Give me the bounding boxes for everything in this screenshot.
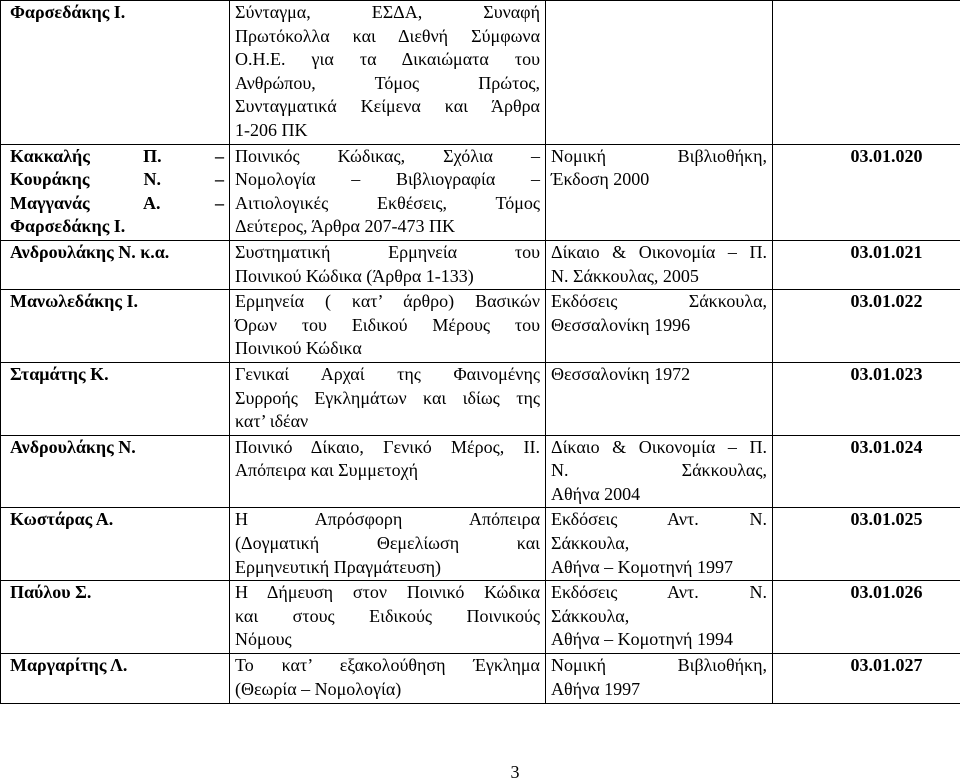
publisher-cell-line: Αθήνα – Κομοτηνή 1997: [551, 556, 767, 580]
title-cell-line: 1-206 ΠΚ: [235, 119, 540, 143]
title-cell-line: Ποινικό Δίκαιο, Γενικό Μέρος, ΙΙ.: [235, 436, 540, 460]
publisher-cell: [546, 240, 773, 289]
bibliography-table-body: [1, 1, 960, 704]
code-value: 03.01.022: [851, 290, 923, 314]
title-cell: [230, 240, 546, 289]
title-cell-line: Σύνταγμα, ΕΣΔΑ, Συναφή: [235, 1, 540, 25]
author-cell-line: Κωστάρας Α.: [10, 508, 224, 532]
author-cell-line: Κακκαλής Π. –: [10, 145, 224, 169]
author-cell-line: Φαρσεδάκης Ι.: [10, 215, 224, 239]
table-row: [1, 240, 960, 289]
publisher-cell-line: Θεσσαλονίκη 1972: [551, 363, 767, 387]
author-cell: [1, 581, 230, 654]
title-cell-line: Συρροής Εγκλημάτων και ιδίως της: [235, 387, 540, 411]
title-cell: [230, 1, 546, 145]
page-number: 3: [0, 762, 960, 783]
author-cell: [1, 1, 230, 145]
title-cell-line: Απόπειρα και Συμμετοχή: [235, 459, 540, 483]
title-cell-line: Γενικαί Αρχαί της Φαινομένης: [235, 363, 540, 387]
title-cell: [230, 290, 546, 363]
title-cell-line: (Θεωρία – Νομολογία): [235, 678, 540, 702]
author-cell: [1, 240, 230, 289]
title-cell-line: Ποινικού Κώδικα (Άρθρα 1-133): [235, 265, 540, 289]
title-cell: [230, 144, 546, 240]
title-cell-line: και στους Ειδικούς Ποινικούς: [235, 605, 540, 629]
code-value: 03.01.021: [851, 241, 923, 265]
publisher-cell-line: Θεσσαλονίκη 1996: [551, 314, 767, 338]
publisher-cell: [546, 435, 773, 508]
author-cell: [1, 508, 230, 581]
publisher-cell: [546, 290, 773, 363]
code-cell: [773, 290, 960, 363]
author-cell-line: Φαρσεδάκης Ι.: [10, 1, 224, 25]
author-cell-line: Παύλου Σ.: [10, 581, 224, 605]
title-cell-line: Δεύτερος, Άρθρα 207-473 ΠΚ: [235, 215, 540, 239]
title-cell-line: Ερμηνευτική Πραγμάτευση): [235, 556, 540, 580]
title-cell-line: Αιτιολογικές Εκθέσεις, Τόμος: [235, 192, 540, 216]
publisher-cell-line: Ν. Σάκκουλας,: [551, 459, 767, 483]
publisher-cell: [546, 362, 773, 435]
publisher-cell-line: Εκδόσεις Αντ. Ν.: [551, 508, 767, 532]
title-cell-line: Όρων του Ειδικού Μέρους του: [235, 314, 540, 338]
author-cell-line: Μαργαρίτης Λ.: [10, 654, 224, 678]
title-cell-line: Ερμηνεία ( κατ’ άρθρο) Βασικών: [235, 290, 540, 314]
table-row: [1, 362, 960, 435]
publisher-cell-line: Αθήνα 1997: [551, 678, 767, 702]
code-value: 03.01.020: [851, 145, 923, 169]
code-value: 03.01.024: [851, 436, 923, 460]
table-row: [1, 144, 960, 240]
title-cell-line: (Δογματική Θεμελίωση και: [235, 532, 540, 556]
author-cell-line: Μανωλεδάκης Ι.: [10, 290, 224, 314]
publisher-cell: [546, 144, 773, 240]
author-cell: [1, 435, 230, 508]
table-row: [1, 435, 960, 508]
code-cell: [773, 654, 960, 704]
table-row: [1, 654, 960, 704]
author-cell: [1, 654, 230, 704]
publisher-cell-line: Εκδόσεις Σάκκουλα,: [551, 290, 767, 314]
code-cell: [773, 362, 960, 435]
author-cell: [1, 290, 230, 363]
code-value: 03.01.023: [851, 363, 923, 387]
title-cell: [230, 654, 546, 704]
table-row: [1, 581, 960, 654]
title-cell-line: Συνταγματικά Κείμενα και Άρθρα: [235, 95, 540, 119]
title-cell-line: κατ’ ιδέαν: [235, 410, 540, 434]
author-cell: [1, 144, 230, 240]
title-cell-line: Συστηματική Ερμηνεία του: [235, 241, 540, 265]
title-cell-line: Η Απρόσφορη Απόπειρα: [235, 508, 540, 532]
title-cell-line: Ο.Η.Ε. για τα Δικαιώματα του: [235, 48, 540, 72]
publisher-cell-line: Ν. Σάκκουλας, 2005: [551, 265, 767, 289]
title-cell-line: Νομολογία – Βιβλιογραφία –: [235, 168, 540, 192]
table-row: [1, 1, 960, 145]
publisher-cell-line: Αθήνα 2004: [551, 483, 767, 507]
publisher-cell-line: Δίκαιο & Οικονομία – Π.: [551, 436, 767, 460]
publisher-cell: [546, 654, 773, 704]
publisher-cell-line: Εκδόσεις Αντ. Ν.: [551, 581, 767, 605]
code-value: 03.01.027: [851, 654, 923, 678]
title-cell: [230, 435, 546, 508]
code-cell: [773, 144, 960, 240]
title-cell-line: Ποινικός Κώδικας, Σχόλια –: [235, 145, 540, 169]
title-cell-line: Ανθρώπου, Τόμος Πρώτος,: [235, 72, 540, 96]
publisher-cell-line: Νομική Βιβλιοθήκη,: [551, 145, 767, 169]
publisher-cell-line: Έκδοση 2000: [551, 168, 767, 192]
table-row: [1, 290, 960, 363]
code-cell: [773, 1, 960, 145]
publisher-cell-line: Δίκαιο & Οικονομία – Π.: [551, 241, 767, 265]
title-cell-line: Πρωτόκολλα και Διεθνή Σύμφωνα: [235, 25, 540, 49]
publisher-cell: [546, 1, 773, 145]
title-cell: [230, 581, 546, 654]
publisher-cell-line: Αθήνα – Κομοτηνή 1994: [551, 628, 767, 652]
title-cell-line: Το κατ’ εξακολούθηση Έγκλημα: [235, 654, 540, 678]
title-cell-line: Η Δήμευση στον Ποινικό Κώδικα: [235, 581, 540, 605]
title-cell-line: Ποινικού Κώδικα: [235, 337, 540, 361]
publisher-cell-line: Νομική Βιβλιοθήκη,: [551, 654, 767, 678]
author-cell-line: Μαγγανάς Α. –: [10, 192, 224, 216]
author-cell-line: Κουράκης Ν. –: [10, 168, 224, 192]
code-cell: [773, 240, 960, 289]
publisher-cell-line: Σάκκουλα,: [551, 532, 767, 556]
code-cell: [773, 435, 960, 508]
author-cell-line: Ανδρουλάκης Ν.: [10, 436, 224, 460]
code-cell: [773, 581, 960, 654]
author-cell: [1, 362, 230, 435]
code-value: 03.01.026: [851, 581, 923, 605]
publisher-cell: [546, 508, 773, 581]
author-cell-line: Σταμάτης Κ.: [10, 363, 224, 387]
title-cell: [230, 362, 546, 435]
code-value: 03.01.025: [851, 508, 923, 532]
author-cell-line: Ανδρουλάκης Ν. κ.α.: [10, 241, 224, 265]
publisher-cell: [546, 581, 773, 654]
title-cell: [230, 508, 546, 581]
code-cell: [773, 508, 960, 581]
publisher-cell-line: Σάκκουλα,: [551, 605, 767, 629]
table-row: [1, 508, 960, 581]
title-cell-line: Νόμους: [235, 628, 540, 652]
